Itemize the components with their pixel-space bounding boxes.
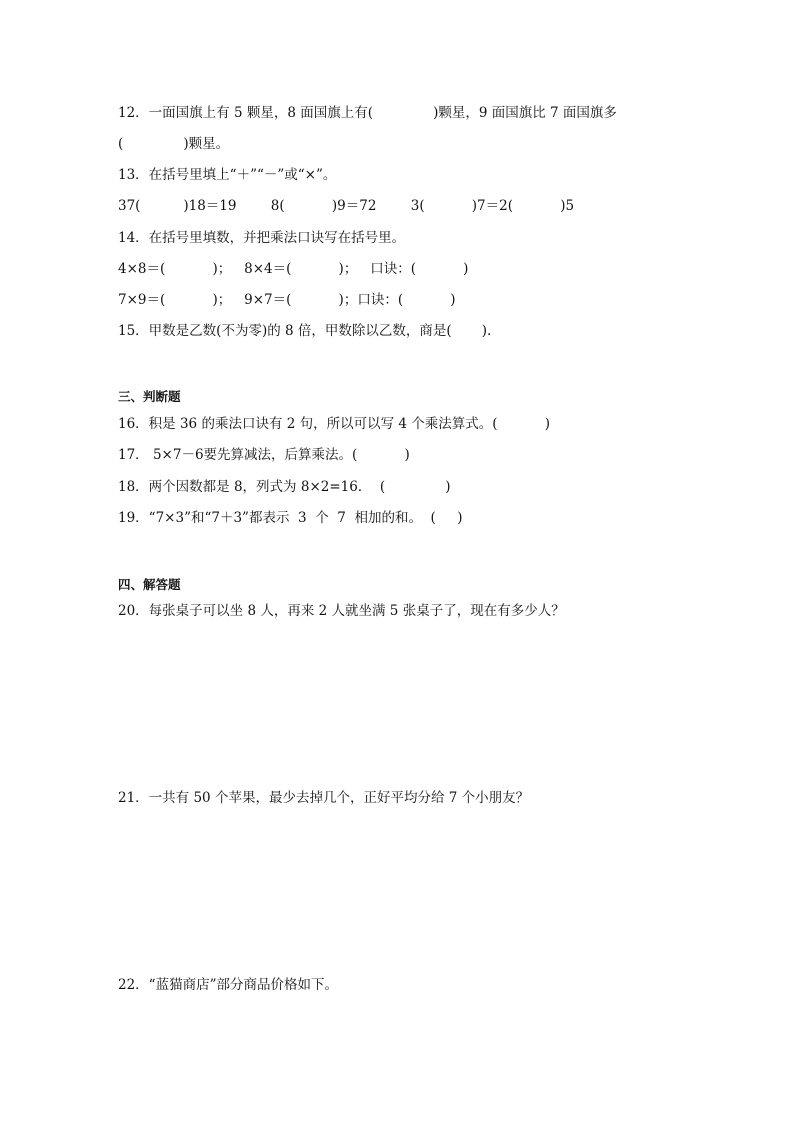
- question-22-line-1: 22．“蓝猫商店”部分商品价格如下。: [118, 977, 338, 993]
- question-13-line-1: 13．在括号里填上“＋”“－”或“×”。: [118, 167, 337, 183]
- question-14-line-1: 14．在括号里填数，并把乘法口诀写在括号里。: [118, 230, 406, 246]
- question-21-line-1: 21．一共有 50 个苹果，最少去掉几个，正好平均分给 7 个小朋友？: [118, 790, 530, 806]
- question-16-line-1: 16．积是 36 的乘法口诀有 2 句，所以可以写 4 个乘法算式。( ): [118, 416, 551, 432]
- question-13-line-2: 37( )18＝19 8( )9＝72 3( )7＝2( )5: [118, 198, 575, 214]
- question-12-line-1: 12．一面国旗上有 5 颗星，8 面国旗上有( )颗星，9 面国旗比 7 面国旗多: [118, 105, 617, 121]
- question-18-line-1: 18．两个因数都是 8，列式为 8×2=16． ( ): [118, 479, 451, 495]
- question-14-line-2: 4×8＝( )； 8×4＝( )； 口诀：( ): [118, 261, 469, 277]
- section-3-heading: 三、判断题: [118, 389, 181, 404]
- question-17-line-1: 17． 5×7－6要先算减法，后算乘法。( ): [118, 447, 410, 463]
- question-20-line-1: 20．每张桌子可以坐 8 人，再来 2 人就坐满 5 张桌子了，现在有多少人？: [118, 603, 565, 619]
- section-4-heading: 四、解答题: [118, 577, 181, 592]
- question-15-line-1: 15．甲数是乙数(不为零)的 8 倍，甲数除以乙数，商是( ).: [118, 323, 492, 339]
- question-12-line-2: ( )颗星。: [118, 136, 230, 152]
- question-14-line-3: 7×9＝( )； 9×7＝( )；口诀：( ): [118, 292, 456, 308]
- question-19-line-1: 19．“7×3”和“7＋3”都表示 3 个 7 相加的和。 ( ): [118, 510, 463, 526]
